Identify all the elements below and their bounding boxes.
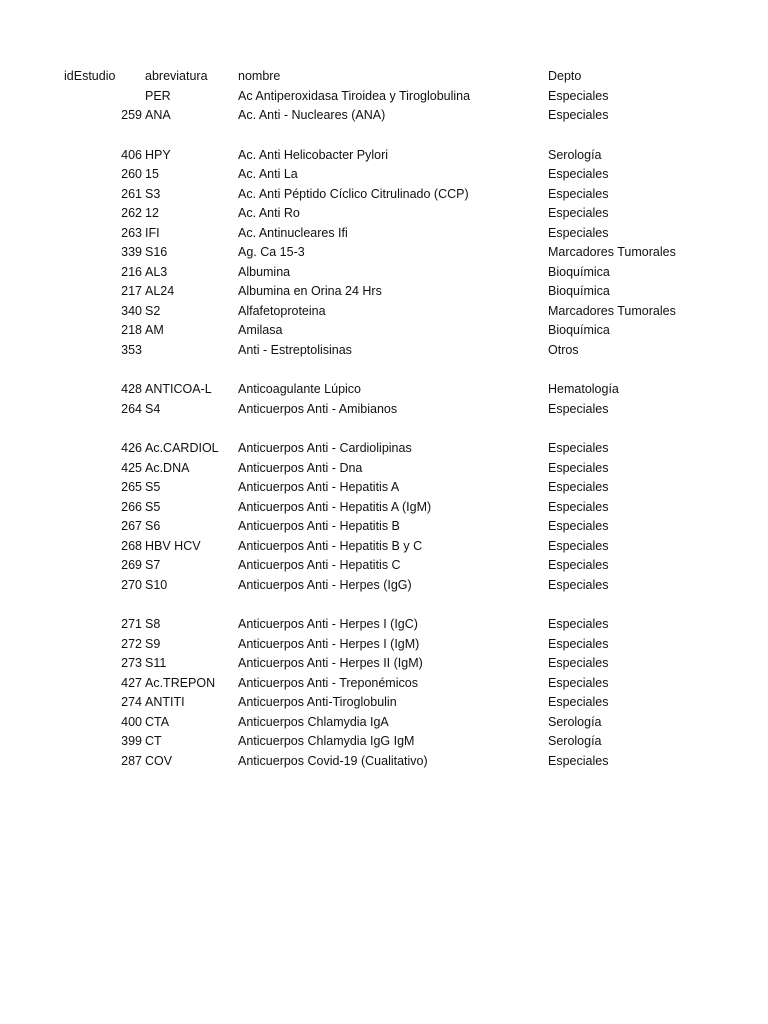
cell-idestudio: 262 <box>121 206 142 220</box>
cell-abreviatura: S5 <box>145 480 161 494</box>
cell-nombre: Anticuerpos Anti - Herpes I (IgM) <box>238 636 420 651</box>
cell-abreviatura: IFI <box>145 225 160 240</box>
cell-abreviatura: S8 <box>145 617 161 631</box>
cell-depto: Bioquímica <box>548 284 610 298</box>
cell-depto: Especiales <box>548 519 609 533</box>
table-row <box>0 654 768 674</box>
cell-nombre: Anticuerpos Anti - Hepatitis B y C <box>238 538 423 553</box>
cell-abreviatura: S2 <box>145 303 161 318</box>
table-row <box>0 341 768 361</box>
cell-idestudio: 270 <box>121 577 142 592</box>
cell-nombre: Anticuerpos Anti-Tiroglobulin <box>238 695 397 709</box>
cell-nombre: Anticuerpos Chlamydia IgA <box>238 714 389 729</box>
cell-idestudio: 259 <box>121 108 142 122</box>
cell-depto: Especiales <box>548 401 609 416</box>
table-row <box>0 87 768 107</box>
cell-idestudio: 268 <box>121 538 142 553</box>
cell-abreviatura: S6 <box>145 519 161 533</box>
cell-abreviatura: Ac.DNA <box>145 460 190 475</box>
cell-depto: Marcadores Tumorales <box>548 245 676 259</box>
cell-idestudio: 265 <box>121 480 142 494</box>
cell-nombre: Ac Antiperoxidasa Tiroidea y Tiroglobulina <box>238 88 471 103</box>
table-row <box>0 400 768 420</box>
table-row <box>0 439 768 459</box>
cell-abreviatura: S9 <box>145 636 161 651</box>
table-row <box>0 185 768 205</box>
cell-idestudio: 426 <box>121 441 142 455</box>
cell-nombre: Ac. Anti La <box>238 167 298 181</box>
cell-depto: Especiales <box>548 753 609 768</box>
cell-nombre: Ac. Anti Ro <box>238 206 300 220</box>
cell-nombre: Anticuerpos Chlamydia IgG IgM <box>238 734 415 748</box>
estudios-sheet <box>0 67 768 771</box>
table-body <box>0 87 768 772</box>
cell-idestudio: 428 <box>121 382 142 396</box>
header-depto: Depto <box>548 69 582 83</box>
table-row <box>0 106 768 126</box>
cell-idestudio: 287 <box>121 753 142 768</box>
cell-depto: Especiales <box>548 656 609 670</box>
cell-depto: Otros <box>548 342 579 357</box>
cell-abreviatura: S5 <box>145 499 161 514</box>
table-row <box>0 693 768 713</box>
table-row <box>0 478 768 498</box>
cell-depto: Especiales <box>548 538 609 553</box>
table-row <box>0 204 768 224</box>
header-idestudio: idEstudio <box>64 69 116 83</box>
blank-row <box>0 126 768 146</box>
cell-idestudio: 400 <box>121 714 142 729</box>
cell-idestudio: 274 <box>121 695 142 709</box>
cell-depto: Serología <box>548 714 602 729</box>
table-row <box>0 576 768 596</box>
cell-idestudio: 399 <box>121 734 142 748</box>
cell-nombre: Anti - Estreptolisinas <box>238 342 352 357</box>
cell-nombre: Anticuerpos Covid-19 (Cualitativo) <box>238 753 428 768</box>
cell-depto: Bioquímica <box>548 323 610 337</box>
table-row <box>0 243 768 263</box>
cell-nombre: Anticuerpos Anti - Herpes II (IgM) <box>238 656 423 670</box>
cell-idestudio: 273 <box>121 656 142 670</box>
cell-abreviatura: S7 <box>145 558 161 572</box>
cell-abreviatura: Ac.CARDIOL <box>145 441 219 455</box>
cell-abreviatura: CTA <box>145 714 170 729</box>
cell-idestudio: 267 <box>121 519 142 533</box>
cell-idestudio: 218 <box>121 323 142 337</box>
cell-abreviatura: AL24 <box>145 284 175 298</box>
table-row <box>0 165 768 185</box>
cell-idestudio: 266 <box>121 499 142 514</box>
blank-row <box>0 360 768 380</box>
table-row <box>0 459 768 479</box>
cell-depto: Especiales <box>548 558 609 572</box>
cell-nombre: Anticuerpos Anti - Hepatitis C <box>238 558 401 572</box>
cell-nombre: Ac. Anti - Nucleares (ANA) <box>238 108 386 122</box>
cell-nombre: Ac. Antinucleares Ifi <box>238 225 348 240</box>
header-row <box>0 67 768 87</box>
cell-depto: Especiales <box>548 675 609 690</box>
cell-abreviatura: ANA <box>145 108 171 122</box>
cell-abreviatura: S10 <box>145 577 168 592</box>
cell-depto: Especiales <box>548 499 609 514</box>
cell-idestudio: 406 <box>121 147 142 162</box>
cell-idestudio: 271 <box>121 617 142 631</box>
cell-depto: Especiales <box>548 617 609 631</box>
cell-nombre: Amilasa <box>238 323 283 337</box>
cell-idestudio: 261 <box>121 186 142 201</box>
cell-abreviatura: S16 <box>145 245 168 259</box>
blank-row <box>0 595 768 615</box>
cell-idestudio: 216 <box>121 264 142 279</box>
cell-idestudio: 264 <box>121 401 142 416</box>
cell-nombre: Alfafetoproteina <box>238 303 326 318</box>
cell-idestudio: 217 <box>121 284 142 298</box>
cell-depto: Especiales <box>548 577 609 592</box>
cell-depto: Especiales <box>548 480 609 494</box>
table-row <box>0 635 768 655</box>
table-row <box>0 302 768 322</box>
table-row <box>0 498 768 518</box>
cell-depto: Hematología <box>548 382 619 396</box>
cell-nombre: Ac. Anti Helicobacter Pylori <box>238 147 389 162</box>
table-row <box>0 517 768 537</box>
cell-abreviatura: COV <box>145 753 173 768</box>
cell-depto: Especiales <box>548 636 609 651</box>
cell-depto: Serología <box>548 147 602 162</box>
cell-abreviatura: PER <box>145 88 171 103</box>
cell-nombre: Albumina en Orina 24 Hrs <box>238 284 382 298</box>
cell-nombre: Anticoagulante Lúpico <box>238 382 362 396</box>
cell-abreviatura: ANTICOA-L <box>145 382 212 396</box>
cell-depto: Especiales <box>548 186 609 201</box>
table-row <box>0 556 768 576</box>
table-row <box>0 146 768 166</box>
cell-abreviatura: S11 <box>145 656 167 670</box>
header-abreviatura: abreviatura <box>145 69 208 83</box>
cell-depto: Serología <box>548 734 602 748</box>
cell-abreviatura: CT <box>145 734 162 748</box>
cell-depto: Especiales <box>548 225 609 240</box>
cell-idestudio: 425 <box>121 460 142 475</box>
cell-abreviatura: HBV HCV <box>145 538 201 553</box>
cell-abreviatura: 15 <box>145 167 159 181</box>
cell-depto: Marcadores Tumorales <box>548 303 676 318</box>
cell-nombre: Albumina <box>238 264 291 279</box>
table-row <box>0 282 768 302</box>
table-row <box>0 263 768 283</box>
cell-idestudio: 427 <box>121 675 142 690</box>
cell-abreviatura: S3 <box>145 186 161 201</box>
cell-depto: Especiales <box>548 460 609 475</box>
cell-abreviatura: S4 <box>145 401 161 416</box>
table-row <box>0 713 768 733</box>
cell-idestudio: 340 <box>121 303 142 318</box>
cell-idestudio: 353 <box>121 342 142 357</box>
cell-abreviatura: AL3 <box>145 264 168 279</box>
table-row <box>0 224 768 244</box>
cell-abreviatura: 12 <box>145 206 159 220</box>
cell-nombre: Anticuerpos Anti - Treponémicos <box>238 675 418 690</box>
cell-nombre: Anticuerpos Anti - Hepatitis B <box>238 519 400 533</box>
header-nombre: nombre <box>238 69 281 83</box>
cell-idestudio: 269 <box>121 558 142 572</box>
table-row <box>0 732 768 752</box>
blank-row <box>0 419 768 439</box>
cell-nombre: Ac. Anti Péptido Cíclico Citrulinado (CCP) <box>238 186 469 201</box>
cell-depto: Especiales <box>548 167 609 181</box>
cell-depto: Especiales <box>548 441 609 455</box>
table-row <box>0 752 768 772</box>
table-row <box>0 380 768 400</box>
table-row <box>0 321 768 341</box>
table-row <box>0 537 768 557</box>
cell-idestudio: 260 <box>121 167 142 181</box>
cell-depto: Bioquímica <box>548 264 610 279</box>
cell-nombre: Anticuerpos Anti - Dna <box>238 460 363 475</box>
table-row <box>0 674 768 694</box>
cell-abreviatura: ANTITI <box>145 695 185 709</box>
cell-idestudio: 339 <box>121 245 142 259</box>
cell-nombre: Anticuerpos Anti - Herpes I (IgC) <box>238 617 418 631</box>
cell-idestudio: 263 <box>121 225 142 240</box>
cell-nombre: Ag. Ca 15-3 <box>238 245 305 259</box>
cell-nombre: Anticuerpos Anti - Hepatitis A (IgM) <box>238 499 432 514</box>
cell-nombre: Anticuerpos Anti - Amibianos <box>238 401 398 416</box>
cell-abreviatura: HPY <box>145 147 171 162</box>
cell-nombre: Anticuerpos Anti - Herpes (IgG) <box>238 577 412 592</box>
cell-depto: Especiales <box>548 206 609 220</box>
cell-abreviatura: AM <box>145 323 164 337</box>
cell-depto: Especiales <box>548 88 609 103</box>
cell-nombre: Anticuerpos Anti - Cardiolipinas <box>238 441 412 455</box>
cell-nombre: Anticuerpos Anti - Hepatitis A <box>238 480 400 494</box>
table-row <box>0 615 768 635</box>
cell-depto: Especiales <box>548 108 609 122</box>
cell-idestudio: 272 <box>121 636 142 651</box>
cell-abreviatura: Ac.TREPON <box>145 675 216 690</box>
cell-depto: Especiales <box>548 695 609 709</box>
